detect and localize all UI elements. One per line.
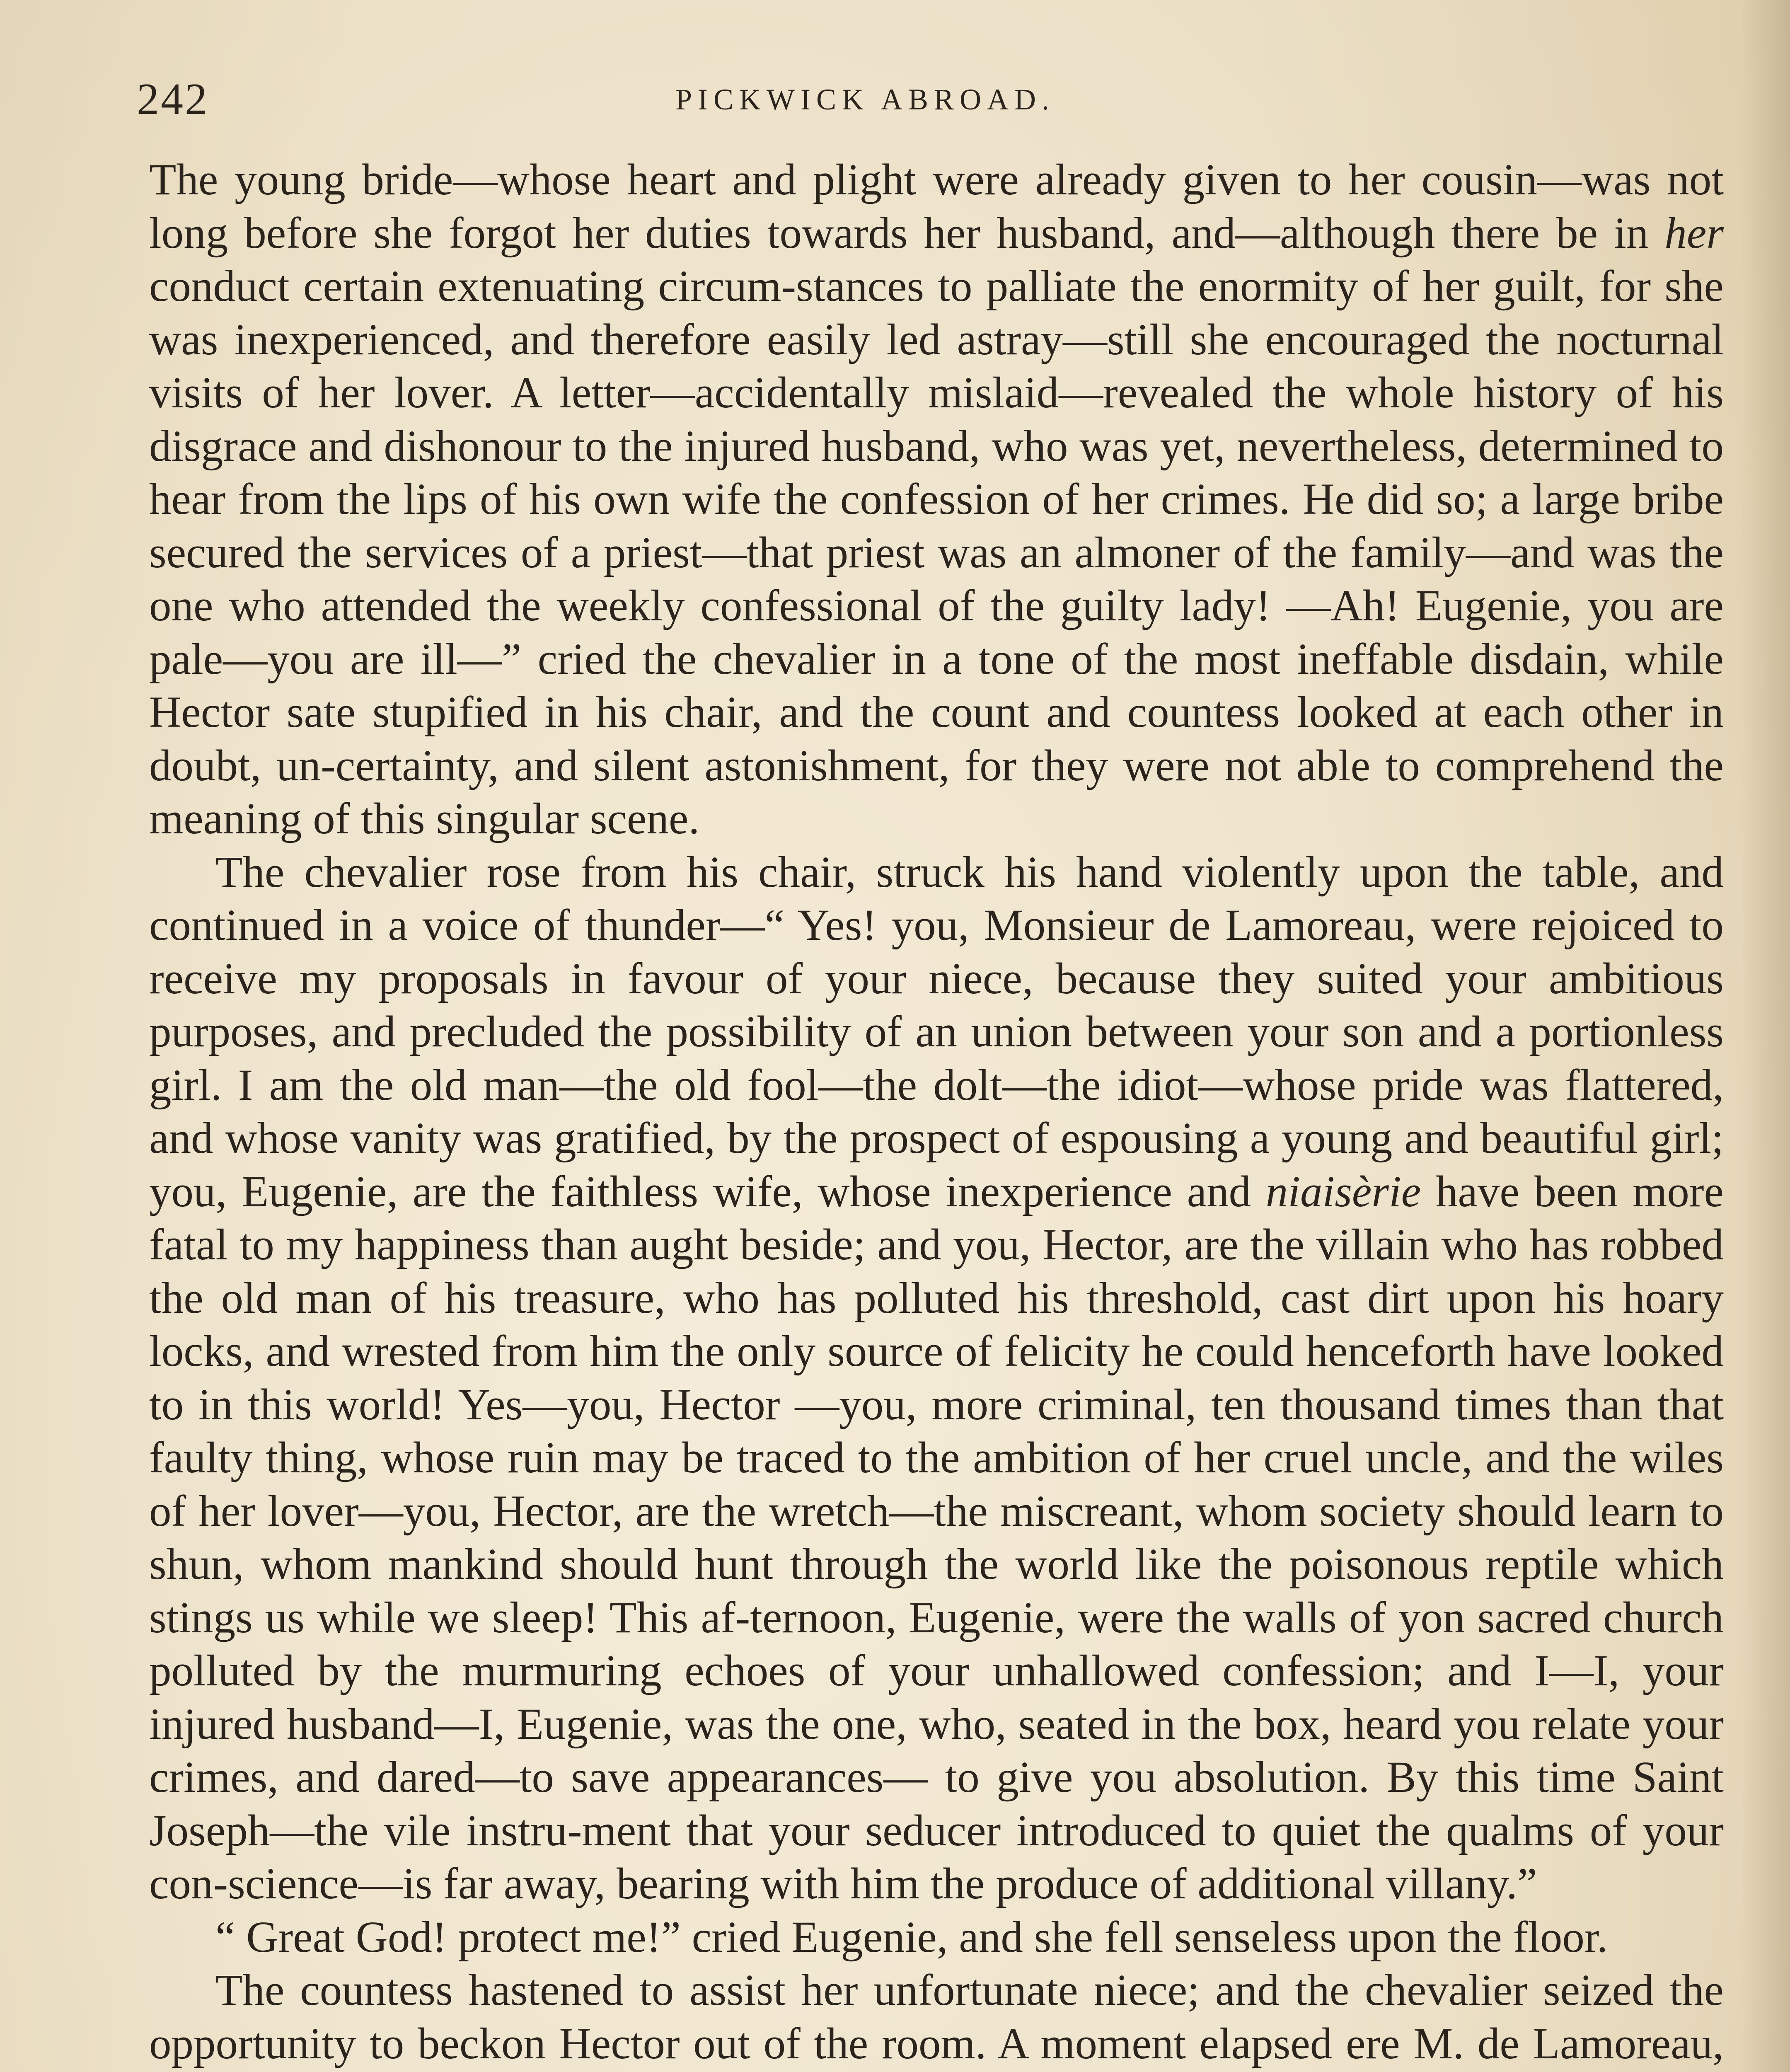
paragraph-2 [149, 846, 1724, 1911]
page-header [137, 70, 1616, 128]
paragraph-1-text-b: conduct certain extenuating circum-stances to palliate the enormity of her guilt, for she was inexperienced, and therefore easily led astray—still she encouraged the nocturnal visits of her lover. A letter—accidentally mislaid—revealed the whole history of his disgrace and dishonour to the injured husband, who was yet, nevertheless, determined to hear from the lips of his own wife the confession of her crimes. He did so; a large bribe secured the services of a priest—that priest was an almoner of the family—and was the one who attended the weekly confessional of the guilty lady! —Ah! Eugenie, you are pale—you are ill—” cried the chevalier in a tone of the most ineffable disdain, while Hector sate stupified in his chair, and the count and countess looked at each other in doubt, un-certainty, and silent astonishment, for they were not able to comprehend the meaning of this singular scene. [149, 262, 1724, 843]
paragraph-1 [149, 153, 1724, 846]
paragraph-2-emphasis: niaisèrie [1265, 1167, 1421, 1216]
paragraph-1-emphasis: her [1664, 208, 1724, 258]
paragraph-4-text: The countess hastened to assist her unfortunate niece; and the chevalier seized the opportunity to beckon Hector out of the room. A moment elapsed ere M. de Lamoreau, [149, 1966, 1724, 2068]
paragraph-2-text-b: have been more fatal to my happiness than aught beside; and you, Hector, are the villain who has robbed the old man of his treasure, who has polluted his threshold, cast dirt upon his hoary locks, and wrested from him the only source of felicity he could henceforth have looked to in this world! Yes—you, Hector —you, more criminal, ten thousand times than that faulty thing, whose ruin may be traced to the ambition of her cruel uncle, and the wiles of her lover—you, Hector, are the wretch—the miscreant, whom society should learn to shun, whom mankind should hunt through the world like the poisonous reptile which stings us while we sleep! This af-ternoon, Eugenie, were the walls of yon sacred church polluted by the murmuring echoes of your unhallowed confession; and I—I, your injured husband—I, Eugenie, was the one, who, seated in the box, heard you relate your crimes, and dared—to save appearances— to give you absolution. By this time Saint Joseph—the vile instru-ment that your seducer introduced to quiet the qualms of your con-science—is far away, bearing with him the produce of additional villany.” [149, 1167, 1724, 1908]
page-number: 242 [137, 75, 209, 124]
paragraph-3-text: “ Great God! protect me!” cried Eugenie, and she fell senseless upon the floor. [215, 1912, 1608, 1962]
paragraph-3 [149, 1911, 1724, 1964]
page-edge-shadow [1740, 0, 1790, 2072]
body-text [149, 153, 1724, 2072]
paragraph-1-text-a: The young bride—whose heart and plight were already given to her cousin—was not long before she forgot her duties towards her husband, and—although there be in [149, 155, 1724, 258]
paragraph-4 [149, 1964, 1724, 2072]
paragraph-2-text-a: The chevalier rose from his chair, struck his hand violently upon the table, and continued in a voice of thunder—“ Yes! you, Monsieur de Lamoreau, were rejoiced to receive my proposals in favour of your niece, because they suited your ambitious purposes, and precluded the possibility of an union between your son and a portionless girl. I am the old man—the old fool—the dolt—the idiot—whose pride was flattered, and whose vanity was gratified, by the prospect of espousing a young and beautiful girl; you, Eugenie, are the faithless wife, whose inexperience and [149, 847, 1724, 1216]
running-title: PICKWICK ABROAD. [675, 83, 1055, 116]
